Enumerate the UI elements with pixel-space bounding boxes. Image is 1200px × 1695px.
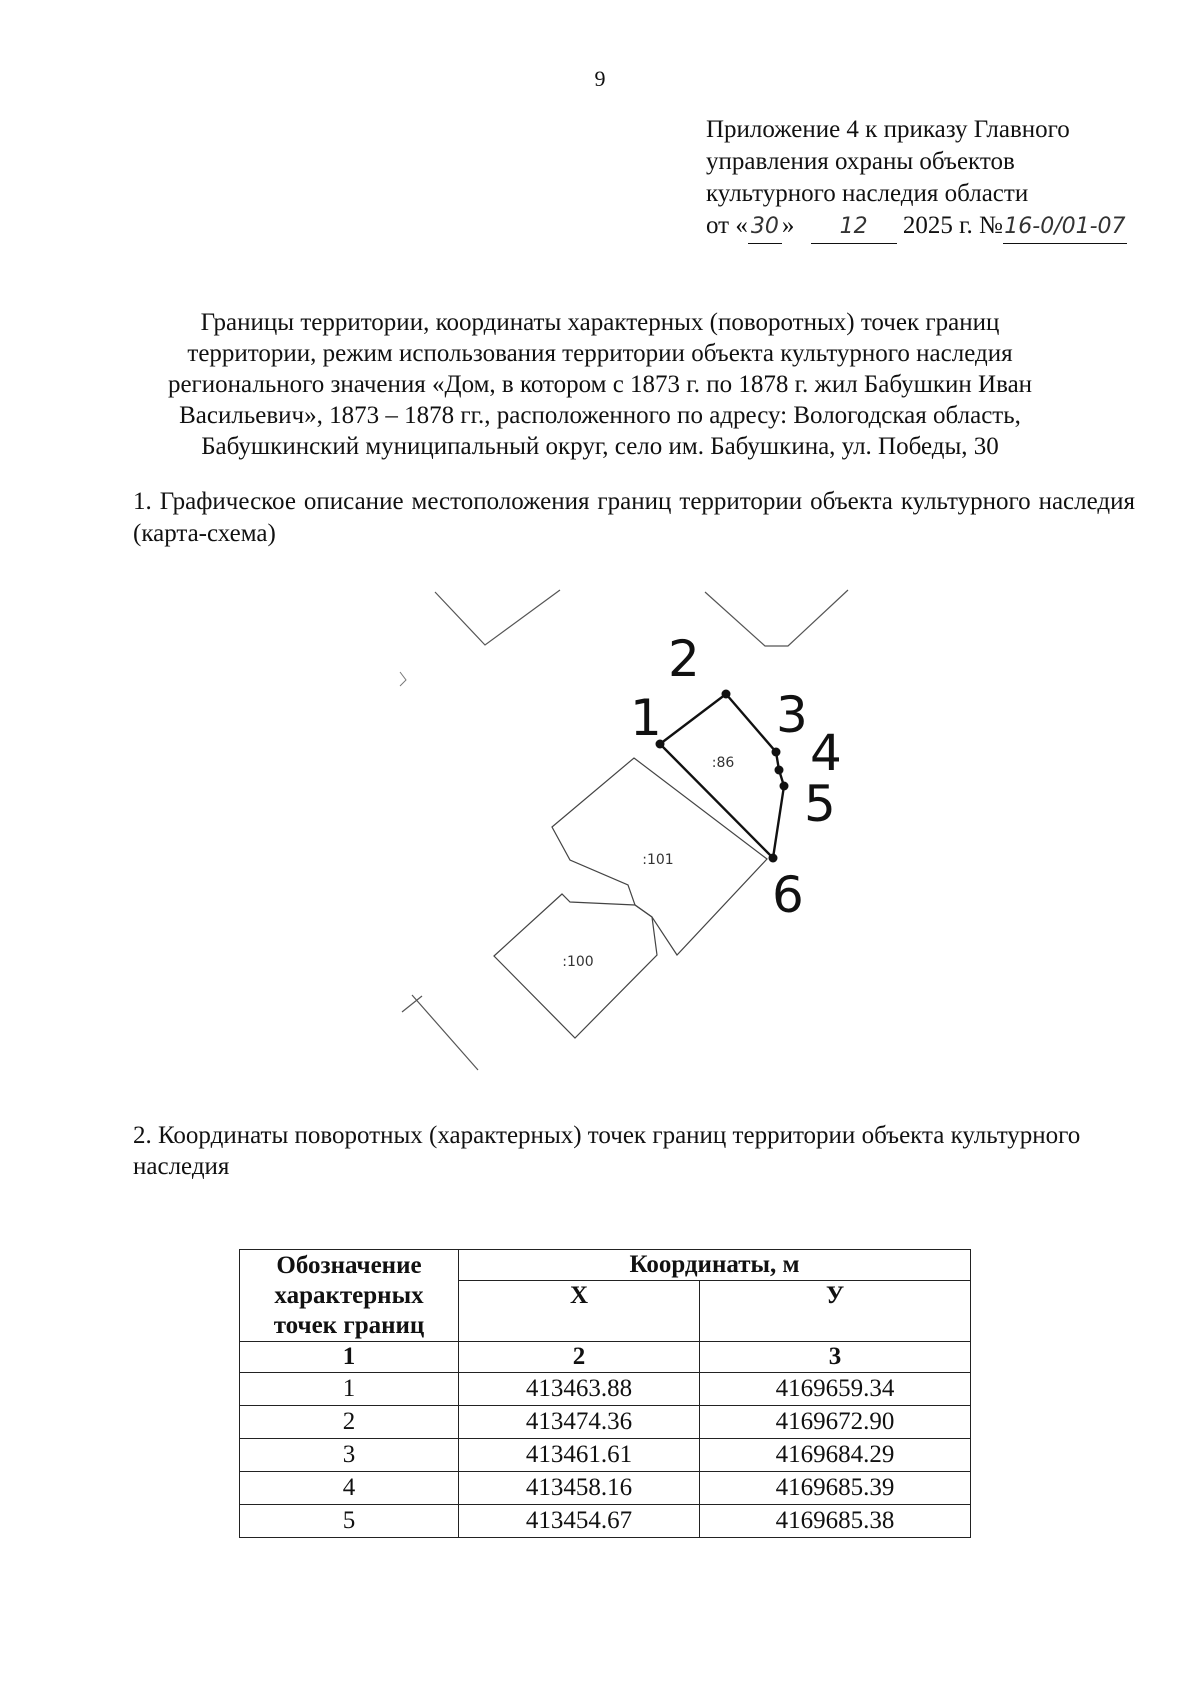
header-x: X <box>459 1281 700 1342</box>
parcel-label-101: :101 <box>642 852 674 868</box>
row-point: 2 <box>240 1406 459 1439</box>
point-label-1: 1 <box>630 689 662 747</box>
row-y: 4169672.90 <box>700 1406 971 1439</box>
appendix-line-1: Приложение 4 к приказу Главного <box>706 116 1070 143</box>
row-y: 4169685.39 <box>700 1472 971 1505</box>
boundary-point-4 <box>775 766 784 775</box>
document-title <box>120 307 1080 462</box>
boundary-point-2 <box>722 690 731 699</box>
row-x: 413463.88 <box>459 1373 700 1406</box>
table-row <box>240 1406 971 1439</box>
row-x: 413454.67 <box>459 1505 700 1538</box>
row-y: 4169684.29 <box>700 1439 971 1472</box>
index-col-1: 1 <box>240 1342 459 1373</box>
boundary-point-6 <box>769 854 778 863</box>
date-day: 30 <box>748 211 782 244</box>
row-x: 413461.61 <box>459 1439 700 1472</box>
map-contour-line <box>412 995 478 1070</box>
header-point-line-3: точек границ <box>273 1311 425 1339</box>
index-col-3: 3 <box>700 1342 971 1373</box>
section-1-heading: 1. Графическое описание местоположения границ территории объекта культурного наследия (карта-схема) <box>133 488 1135 547</box>
boundary-points <box>656 690 789 863</box>
row-point: 1 <box>240 1373 459 1406</box>
row-x: 413458.16 <box>459 1472 700 1505</box>
row-y: 4169685.38 <box>700 1505 971 1538</box>
index-col-2: 2 <box>459 1342 700 1373</box>
point-label-5: 5 <box>804 775 836 833</box>
table-row <box>240 1373 971 1406</box>
title-line-2: территории, режим использования территории объекта культурного наследия <box>187 340 1013 367</box>
point-label-4: 4 <box>810 724 842 782</box>
parcel-label-100: :100 <box>562 954 594 970</box>
date-day-suffix: » <box>781 212 795 239</box>
map-contour-line <box>705 590 848 646</box>
header-point-line-2: характерных <box>274 1281 424 1309</box>
appendix-line-2: управления охраны объектов <box>706 148 1015 175</box>
order-number: 16-0/01-07 <box>1003 211 1127 244</box>
boundary-point-3 <box>772 748 781 757</box>
date-year: 2025 г. № <box>902 212 1003 239</box>
header-point-line-1: Обозначение <box>276 1251 422 1279</box>
map-contour-line <box>435 590 560 645</box>
parcel-label-86: :86 <box>711 755 735 771</box>
header-point-designation <box>240 1250 459 1342</box>
table-row <box>240 1439 971 1472</box>
point-label-2: 2 <box>668 630 700 688</box>
appendix-line-3: культурного наследия области <box>706 180 1029 207</box>
header-y: У <box>700 1281 971 1342</box>
row-y: 4169659.34 <box>700 1373 971 1406</box>
title-line-5: Бабушкинский муниципальный округ, село им. Бабушкина, ул. Победы, 30 <box>201 433 999 460</box>
row-point: 5 <box>240 1505 459 1538</box>
row-point: 4 <box>240 1472 459 1505</box>
header-coordinates: Координаты, м <box>459 1250 971 1281</box>
appendix-block <box>706 114 1176 244</box>
row-point: 3 <box>240 1439 459 1472</box>
table-row <box>240 1472 971 1505</box>
coordinates-table <box>239 1249 971 1538</box>
map-contour-line <box>402 996 422 1012</box>
appendix-date-line <box>706 210 1176 244</box>
title-line-4: Васильевич», 1873 – 1878 гг., расположенного по адресу: Вологодская область, <box>179 402 1021 429</box>
date-prefix: от « <box>706 212 748 239</box>
map-mark <box>400 672 406 686</box>
title-line-1: Границы территории, координаты характерных (поворотных) точек границ <box>200 309 1000 336</box>
table-row <box>240 1505 971 1538</box>
title-line-3: регионального значения «Дом, в котором с 1873 г. по 1878 г. жил Бабушкин Иван <box>167 371 1033 398</box>
boundary-point-5 <box>780 782 789 791</box>
site-boundary <box>660 694 784 858</box>
point-label-6: 6 <box>772 866 804 924</box>
section-2-heading: 2. Координаты поворотных (характерных) точек границ территории объекта культурного наследия <box>133 1122 1081 1180</box>
point-label-3: 3 <box>776 686 808 744</box>
page-number: 9 <box>594 66 606 91</box>
boundary-map <box>390 580 870 1080</box>
row-x: 413474.36 <box>459 1406 700 1439</box>
date-month: 12 <box>811 211 897 244</box>
